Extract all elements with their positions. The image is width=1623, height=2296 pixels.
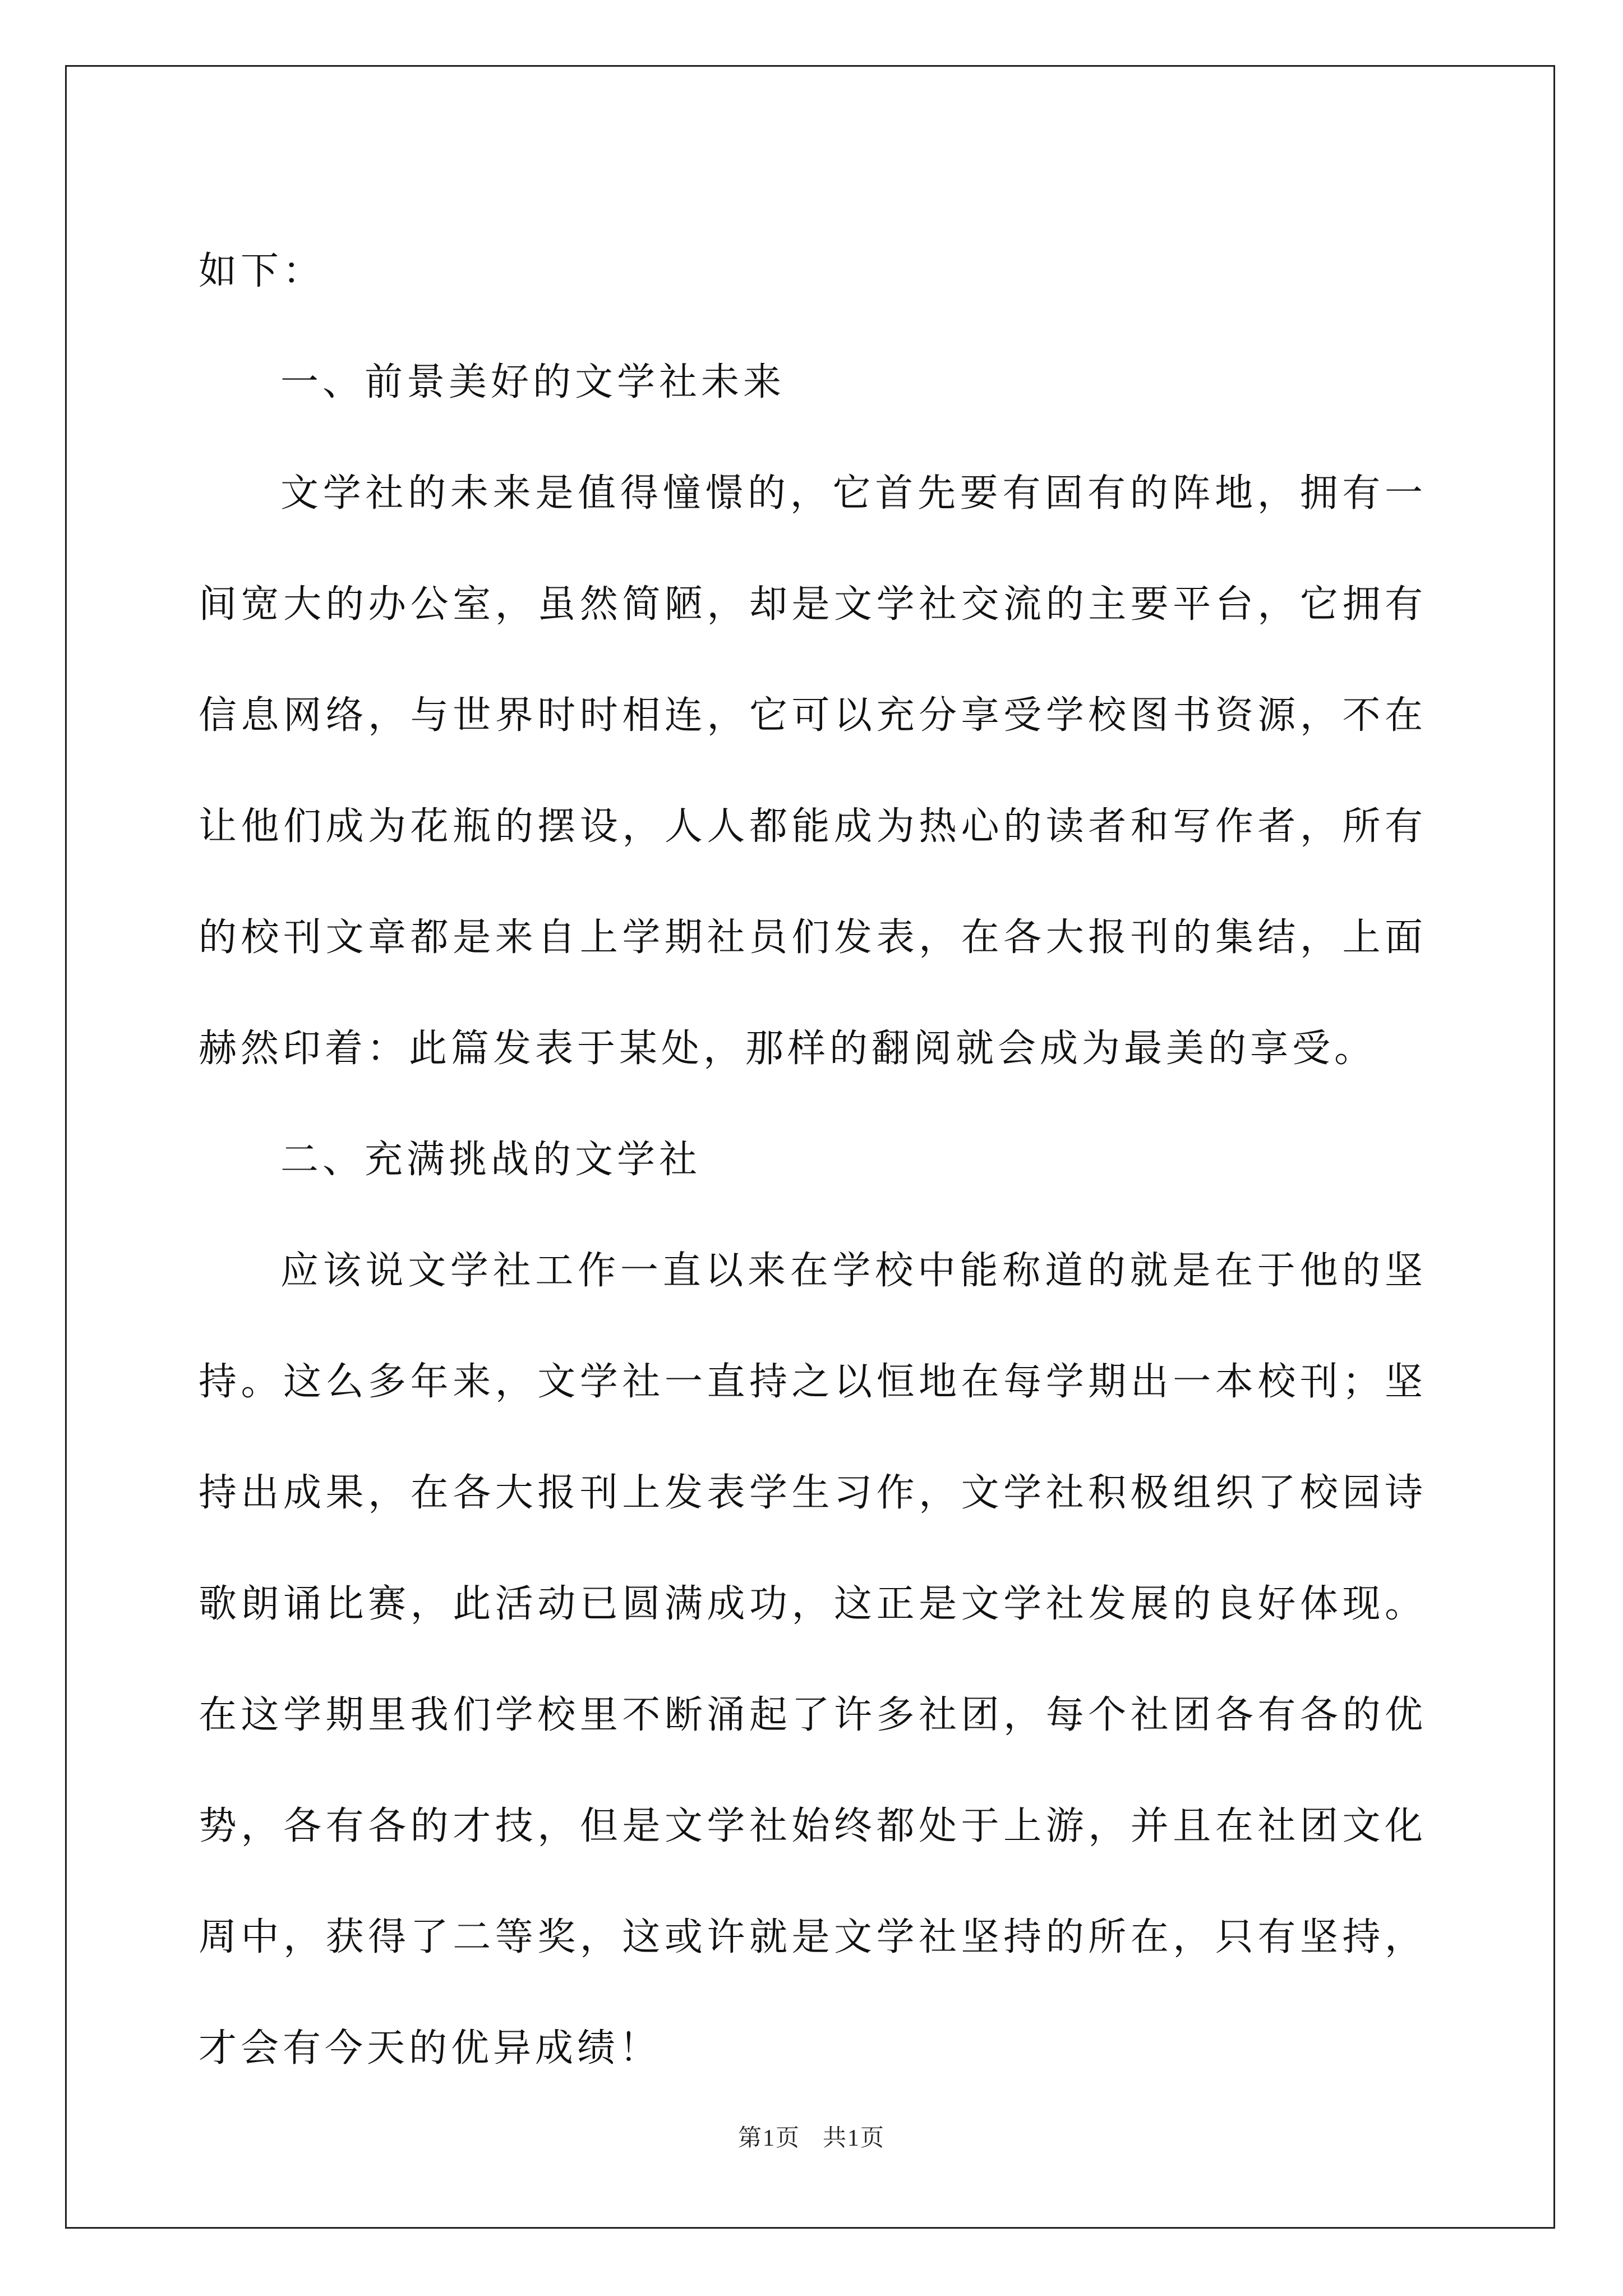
document-body — [199, 216, 1427, 2104]
page-number-total: 共1页 — [823, 2125, 886, 2151]
paragraph-intro: 如下： — [199, 249, 325, 293]
heading-section-2: 二、充满挑战的文学社 — [280, 1138, 702, 1182]
heading-section-1: 一、前景美好的文学社未来 — [280, 360, 786, 404]
paragraph-section-2: 应该说文学社工作一直以来在学校中能称道的就是在于他的坚持。这么多年来，文学社一直持之以恒地在每学期出一本校刊；坚持出成果，在各大报刊上发表学生习作，文学社积极组织了校园诗歌朗诵比赛，此活动已圆满成功，这正是文学社发展的良好体现。在这学期里我们学校里不断涌起了许多社团，每个社团各有各的优势，各有各的才技，但是文学社始终都处于上游，并且在社团文化周中，获得了二等奖，这或许就是文学社坚持的所在，只有坚持，才会有今天的优异成绩！ — [199, 1249, 1427, 2070]
page-number-current: 第1页 — [737, 2125, 800, 2151]
paragraph-section-1: 文学社的未来是值得憧憬的，它首先要有固有的阵地，拥有一间宽大的办公室，虽然简陋，却是文学社交流的主要平台，它拥有信息网络，与世界时时相连，它可以充分享受学校图书资源，不在让他们成为花瓶的摆设，人人都能成为热心的读者和写作者，所有的校刊文章都是来自上学期社员们发表，在各大报刊的集结，上面赫然印着：此篇发表于某处，那样的翻阅就会成为最美的享受。 — [199, 471, 1427, 1071]
page-footer — [0, 2119, 1623, 2153]
